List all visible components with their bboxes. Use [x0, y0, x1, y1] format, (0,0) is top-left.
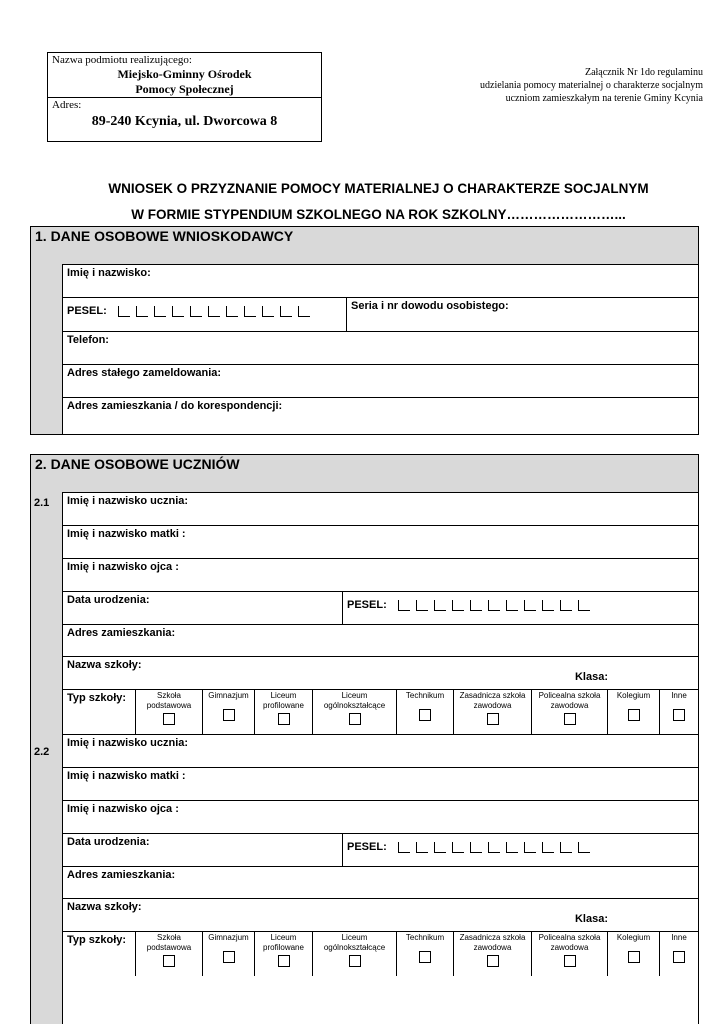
school-type-label: Inne — [671, 691, 687, 700]
label-pesel: PESEL: — [347, 841, 387, 853]
school-type-label: Liceum ogólnokształcące — [323, 691, 386, 710]
applicant-registered-address-label: Adres stałego zameldowania: — [67, 367, 222, 379]
school-type-option[interactable] — [254, 932, 312, 976]
student-address-field[interactable] — [63, 625, 698, 657]
applicant-name-label: Imię i nazwisko: — [67, 267, 151, 279]
school-type-checkbox[interactable] — [223, 709, 235, 721]
applicant-id-card-label: Seria i nr dowodu osobistego: — [351, 300, 509, 312]
school-type-label: Kolegium — [616, 691, 651, 700]
institution-name-line1: Miejsko-Gminny Ośrodek — [117, 67, 252, 81]
form-title — [30, 176, 725, 228]
birth-date-field[interactable] — [63, 592, 342, 624]
school-type-option[interactable] — [135, 932, 202, 976]
applicant-pesel-field[interactable] — [63, 298, 346, 331]
school-type-checkbox[interactable] — [564, 713, 576, 725]
pesel-digit-boxes[interactable] — [398, 842, 590, 853]
school-type-option[interactable] — [135, 690, 202, 734]
school-type-checkbox[interactable] — [673, 951, 685, 963]
label-student-name: Imię i nazwisko ucznia: — [67, 737, 189, 749]
school-type-label: Szkoła podstawowa — [146, 933, 192, 952]
student-address-field[interactable] — [63, 867, 698, 899]
student-block-2.1 — [63, 493, 698, 735]
annex-note — [433, 66, 703, 105]
student-name-field[interactable] — [63, 493, 698, 526]
pesel-digit-boxes[interactable] — [118, 306, 310, 317]
school-type-label: Technikum — [405, 691, 445, 700]
school-type-option[interactable] — [531, 932, 607, 976]
applicant-pesel-row — [63, 298, 698, 332]
school-type-label: Liceum profilowane — [263, 691, 304, 710]
applicant-pesel-label: PESEL: — [67, 305, 107, 317]
label-father-name: Imię i nazwisko ojca : — [67, 803, 179, 815]
label-class: Klasa: — [574, 913, 608, 925]
label-address: Adres zamieszkania: — [67, 627, 176, 639]
student-pesel-field[interactable] — [342, 592, 698, 624]
school-type-option[interactable] — [453, 690, 531, 734]
mother-name-field[interactable] — [63, 526, 698, 559]
school-type-option[interactable] — [607, 932, 659, 976]
institution-address-label: Adres: — [52, 99, 82, 111]
institution-name-label: Nazwa podmiotu realizującego: — [52, 54, 192, 66]
section-applicant-heading: 1. DANE OSOBOWE WNIOSKODAWCY — [35, 228, 294, 244]
birth-pesel-row — [63, 834, 698, 867]
student-number-2.2: 2.2 — [34, 746, 50, 758]
school-type-checkbox[interactable] — [628, 709, 640, 721]
school-type-option[interactable] — [254, 690, 312, 734]
school-type-option[interactable] — [396, 690, 453, 734]
label-father-name: Imię i nazwisko ojca : — [67, 561, 179, 573]
school-type-option[interactable] — [202, 690, 254, 734]
institution-name-line2: Pomocy Społecznej — [135, 82, 234, 96]
student-number-2.1: 2.1 — [34, 497, 50, 509]
applicant-name-field[interactable] — [63, 265, 698, 298]
school-type-label: Technikum — [405, 933, 445, 942]
school-type-label: Liceum ogólnokształcące — [323, 933, 386, 952]
school-type-option[interactable] — [659, 932, 698, 976]
student-pesel-field[interactable] — [342, 834, 698, 866]
school-type-checkbox[interactable] — [349, 713, 361, 725]
school-type-checkbox[interactable] — [487, 713, 499, 725]
applicant-residence-address-field[interactable] — [63, 398, 698, 435]
birth-date-field[interactable] — [63, 834, 342, 866]
school-type-option[interactable] — [396, 932, 453, 976]
school-name-field[interactable] — [63, 657, 698, 690]
school-type-label: Policealna szkoła zawodowa — [538, 691, 601, 710]
label-address: Adres zamieszkania: — [67, 869, 176, 881]
school-type-label: Inne — [671, 933, 687, 942]
school-type-checkbox[interactable] — [349, 955, 361, 967]
label-birth-date: Data urodzenia: — [67, 836, 150, 848]
school-type-option[interactable] — [202, 932, 254, 976]
school-type-label: Zasadnicza szkoła zawodowa — [459, 691, 526, 710]
birth-pesel-row — [63, 592, 698, 625]
student-block-2.2 — [63, 735, 698, 976]
school-type-label: Zasadnicza szkoła zawodowa — [459, 933, 526, 952]
applicant-id-card-field[interactable] — [346, 298, 698, 331]
label-school-name: Nazwa szkoły: — [67, 901, 142, 913]
school-type-checkbox[interactable] — [163, 955, 175, 967]
student-name-field[interactable] — [63, 735, 698, 768]
section-applicant — [30, 226, 699, 435]
school-type-checkbox[interactable] — [223, 951, 235, 963]
school-type-checkbox[interactable] — [278, 955, 290, 967]
section-students — [30, 454, 699, 1024]
annex-line2: udzielania pomocy materialnej o charakterze socjalnym — [480, 80, 703, 91]
label-birth-date: Data urodzenia: — [67, 594, 150, 606]
school-type-label: Liceum profilowane — [263, 933, 304, 952]
applicant-phone-field[interactable] — [63, 332, 698, 365]
school-type-row — [63, 932, 698, 976]
label-school-name: Nazwa szkoły: — [67, 659, 142, 671]
school-type-label: Szkoła podstawowa — [146, 691, 192, 710]
school-type-checkbox[interactable] — [564, 955, 576, 967]
label-pesel: PESEL: — [347, 599, 387, 611]
school-type-label: Policealna szkoła zawodowa — [538, 933, 601, 952]
school-name-field[interactable] — [63, 899, 698, 932]
school-type-checkbox[interactable] — [628, 951, 640, 963]
mother-name-field[interactable] — [63, 768, 698, 801]
school-type-option[interactable] — [531, 690, 607, 734]
father-name-field[interactable] — [63, 801, 698, 834]
school-type-label: Kolegium — [616, 933, 651, 942]
school-type-option[interactable] — [453, 932, 531, 976]
annex-line1: Załącznik Nr 1do regulaminu — [584, 67, 703, 78]
school-type-checkbox[interactable] — [419, 951, 431, 963]
label-class: Klasa: — [574, 671, 608, 683]
school-type-checkbox[interactable] — [163, 713, 175, 725]
father-name-field[interactable] — [63, 559, 698, 592]
label-school-type: Typ szkoły: — [67, 934, 127, 946]
form-title-line2: W FORMIE STYPENDIUM SZKOLNEGO NA ROK SZKOLNY……………………... — [131, 207, 626, 222]
label-mother-name: Imię i nazwisko matki : — [67, 528, 186, 540]
school-type-option[interactable] — [607, 690, 659, 734]
school-type-checkbox[interactable] — [487, 955, 499, 967]
applicant-phone-label: Telefon: — [67, 334, 109, 346]
annex-line3: uczniom zamieszkałym na terenie Gminy Kcynia — [505, 93, 703, 104]
applicant-registered-address-field[interactable] — [63, 365, 698, 398]
section-students-body — [62, 492, 698, 1024]
applicant-residence-address-label: Adres zamieszkania / do korespondencji: — [67, 400, 283, 412]
school-type-checkbox[interactable] — [419, 709, 431, 721]
pesel-digit-boxes[interactable] — [398, 600, 590, 611]
school-type-row — [63, 690, 698, 734]
section-students-heading: 2. DANE OSOBOWE UCZNIÓW — [35, 456, 240, 472]
school-type-option[interactable] — [312, 932, 396, 976]
institution-box — [47, 52, 322, 142]
school-type-label: Gimnazjum — [208, 933, 249, 942]
school-type-option[interactable] — [312, 690, 396, 734]
form-title-line1: WNIOSEK O PRZYZNANIE POMOCY MATERIALNEJ O CHARAKTERZE SOCJALNYM — [108, 181, 649, 196]
school-type-label: Gimnazjum — [208, 691, 249, 700]
school-type-checkbox[interactable] — [673, 709, 685, 721]
label-student-name: Imię i nazwisko ucznia: — [67, 495, 189, 507]
school-type-option[interactable] — [659, 690, 698, 734]
label-mother-name: Imię i nazwisko matki : — [67, 770, 186, 782]
section-applicant-body — [62, 264, 698, 434]
label-school-type: Typ szkoły: — [67, 692, 127, 704]
school-type-checkbox[interactable] — [278, 713, 290, 725]
institution-address: 89-240 Kcynia, ul. Dworcowa 8 — [91, 114, 278, 129]
